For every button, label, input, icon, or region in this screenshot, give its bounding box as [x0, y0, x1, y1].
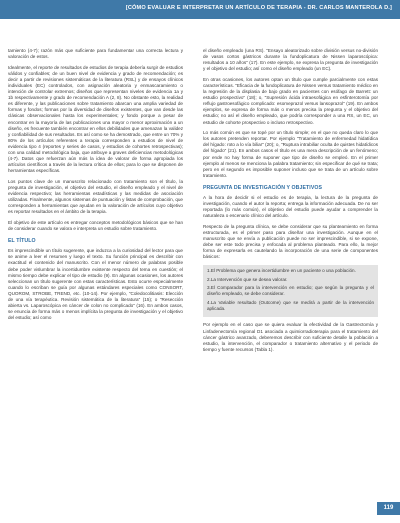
list-item: 4.La Variable resultado (Outcome) que se medirá a partir de la intervención aplicada.: [207, 299, 374, 311]
list-item: 1.El Problema que genera incertidumbre en un paciente o una población.: [207, 267, 356, 273]
paragraph: A la hora de decidir si el estudio es de terapia, la lectura de la pregunta de investigación, cuando el autor la reporta; entrega la información adecuada. De no ser reportada (lo más común), el objetivo del estudio puede ayudar a comprender la naturaleza o escenario clínico del artículo.: [203, 194, 378, 219]
page-number-box: [377, 502, 400, 515]
paragraph: El objetivo de este artículo es entregar conceptos metodológicos básicos que se han de considerar cuando se valora e interpreta un estudio sobre tratamiento.: [8, 219, 183, 232]
paragraph: Lo más común es que se topé por un título simple; en el que no queda claro lo que los autores pretenden reportar. Por ejemplo "Tratamiento de enfermedad hidatídica del hígado: roto a lo vía biliar" (20); o, "Ruptura intrabiliar oculta de quistes hidatídicos del hígado" (21). En ambos casos el título es una mera descripción de un fenómeno; por ende no hay forma de suponer que tipo de diseño se empleó. En el primer ejemplo al menos se menciona la palabra tratamiento; sin especificar de qué se trata; pero en el segundo es imposible suponer incluso que se trata de un artículo sobre tratamiento.: [203, 130, 378, 178]
paragraph: Los puntos clave de un manuscrito relacionado con tratamiento son el título, la pregunta de investigación, el objetivo del estudio, el diseño empleado y el nivel de evidencia respectivo; las herramientas estadísticas y las medidas de asociación utilizadas. Finalmente, algunos sistemas de puntuación y listas de comprobación, que corresponden a herramientas que ayudan en la valoración de artículos cuyo objetivo es reportar resultados en el ámbito de la terapia.: [8, 178, 183, 215]
components-box: [203, 265, 378, 318]
paragraph: Por ejemplo en el caso que se quiera evaluar la efectividad de la Gastrectomía y Linfadenectomía regional D1 asociada a quimiorradioterapia para el tratamiento del cáncer gástrico avanzado, deberemos describir con suficiente detalle la población a estudio, la intervención, el comparador o tratamiento alternativo y el periodo de tiempo y fuente recursos (Tabla 1).: [203, 322, 378, 352]
page-number: 119: [383, 505, 394, 511]
left-column: [8, 48, 183, 326]
paragraph: tamiento (4-7); razón más que suficiente para fundamentar una correcta lectura y valoración de estos.: [8, 48, 183, 60]
paragraph: el diseño empleado (una RS). "Ensayo aleatorizado sobre división versus no-división de vasos cortos gástricos durante la fundoplicatura de Nissen laparoscópica: resultados a 10 años" (17). En este ejemplo, se expresa la pregunta de investigación y el objetivo del estudio; así como el diseño empleado (un EC).: [203, 48, 378, 72]
section-heading-title: EL TÍTULO: [8, 238, 36, 245]
section-heading-research-question: PREGUNTA DE INVESTIGACIÓN Y OBJETIVOS: [203, 184, 323, 191]
paragraph: Es imprescindible un título sugerente, que induzca a la curiosidad del lector para que se anime a leer el resumen y luego el texto. Su función principal es describir con exactitud el contenido del manuscrito. Con el menor número de palabras posible debe poder vislumbrar la incertidumbre existente respecto del tema en cuestión; el mismo tiempo debe explicar el tipo de estudio (9). En algunas ocasiones, los autores seleccionan un título sugerente con estas características. Esto ocurre especialmente cuando lo escriban se guía por algunas estándares especiales como CONSORT, QUOROM, STROBE, TREND, etc. (10-14). Por ejemplo, "Coledocolitiasis: Elección de una vía terapéutica. Revisión sistemática de la literatura" (15); o "Resección abierta vs. Laparoscópica en cáncer de colon no complicado" (16). En ambos casos, se enuncia de forma más o menos implícita la pregunta de investigación y el objetivo del estudio; así como: [8, 248, 183, 321]
paragraph: Idealmente, el reporte de resultados de estudios de terapia debería surgir de estudios válidos y confiables; de un buen nivel de evidencia y grado de recomendación; es decir a partir de revisiones sistemáticas de la literatura (RSL) y de ensayos clínicos individuales (EC) controlados, con asignación aleatoria y enmascaramiento o intención de controlar extremos; diseños que representan niveles de evidencia 1a y 1b respectivamente y grado de recomendación A (2, 8). No obstante esto, la realidad es diferente, y las publicaciones sobre tratamiento abarcan una amplia variedad de formas y fondos; formas por la diversidad de diseños existentes, que van desde las clásicas observacionales hasta los experimentales; y fondo porque a pesar de encontrar en la mayoría de las publicaciones una mayor o menor aproximación a un diseño, es frecuente también encontrar en ellos debilidades que amenazan la validez y confiabilidad de sus resultados. Es así como se ha demostrado, que entre un 70% y 80% de los artículos referentes a terapia corresponden a estudios de nivel de evidencia tipo 4 (reportes y series de casos, y estudios de cohortes retrospectivas); con una calidad metodológica baja, que atribuye a graves deficiencias metodológicas (4-7). Datos que refuerzan aún más la idea de valorar de forma apropiada los artículos científicos a través de la lectura crítica de ellos; para lo que se disponen de herramientas específicas.: [8, 64, 183, 174]
header-title: [CÓMO EVALUAR E INTERPRETAR UN ARTÍCULO DE TERAPIA - DR. CARLOS MANTEROLA D.]: [125, 5, 392, 11]
list-item: 3.El Comparador para la intervención en estudio; que según la pregunta y el diseño empleado, se debe considerar.: [207, 285, 374, 297]
paragraph: Respecto de la pregunta clínica, se debe considerar que su planteamiento en forma estructurada, es el primer paso para diseñar una investigación. Aunque en el manuscrito que se envía a publicación puede no ser imprescindible, si se expone, debe ser este todo precisa y enfocada al problema planteado. Para ello, la mejor forma de expresarla es cautelando la incorporación de una serie de componentes básicos:: [203, 223, 378, 260]
list-item: 2.La Intervención que se desea valorar.: [207, 276, 288, 282]
right-column: [203, 48, 378, 357]
paragraph: En otras ocasiones, los autores optan un título que cumple parcialmente con estas características. "Eficacia de la fundoplicatura de Nissen versus tratamiento médico en la regresión de la displasia de bajo grado en pacientes con esófago de Barrett: un estudio prospectivo" (18); o, "Supresión ácida intraesofágica en esfinterotomía por reflujo gastroesofágico complicado: esomeprazol versus lansoprazol" (19). En ambos ejemplos, se expresa de forma más o menos precisa la pregunta y el objetivo del estudio; no así el diseño empleado, que podría corresponder a una RS, un EC, un estudio de cohorte prospectivo o incluso retrospectivo.: [203, 76, 378, 125]
header-bar: [0, 0, 400, 19]
